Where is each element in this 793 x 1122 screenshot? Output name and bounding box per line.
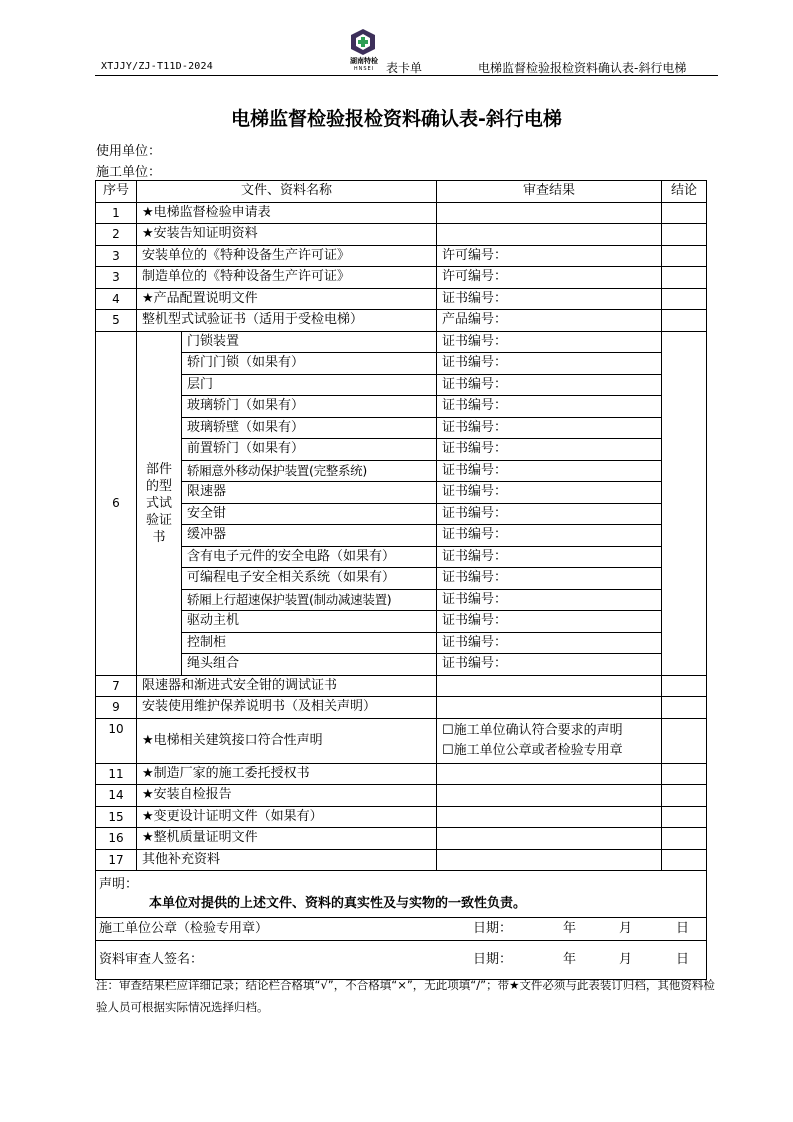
row-seq: 2	[96, 224, 137, 246]
year-label: 年	[563, 921, 577, 936]
row-conclusion-cell[interactable]	[662, 718, 707, 763]
row-review-cell[interactable]: 证书编号：	[437, 525, 662, 547]
company-logo-icon	[348, 28, 378, 56]
month-label: 月	[619, 952, 633, 967]
row-review-cell[interactable]	[437, 849, 662, 871]
table-row	[96, 353, 707, 375]
table-row	[96, 288, 707, 310]
day-label: 日	[676, 921, 690, 936]
seal-cell[interactable]	[96, 918, 707, 941]
row-review-cell[interactable]	[437, 675, 662, 697]
component-name: 可编程电子安全相关系统（如果有）	[182, 568, 437, 590]
page-title: 电梯监督检验报检资料确认表-斜行电梯	[231, 108, 562, 130]
component-name: 含有电子元件的安全电路（如果有）	[182, 546, 437, 568]
component-name: 缓冲器	[182, 525, 437, 547]
table-row	[96, 546, 707, 568]
row-seq: 15	[96, 806, 137, 828]
component-name: 控制柜	[182, 632, 437, 654]
row-review-cell[interactable]: 证书编号：	[437, 482, 662, 504]
row-review-cell[interactable]: 证书编号：	[437, 331, 662, 353]
table-row	[96, 697, 707, 719]
table-row	[96, 828, 707, 850]
table-row	[96, 525, 707, 547]
component-name: 限速器	[182, 482, 437, 504]
row-seq: 16	[96, 828, 137, 850]
row-doc-name: 制造单位的《特种设备生产许可证》	[137, 267, 437, 289]
table-row	[96, 267, 707, 289]
row-seq: 11	[96, 763, 137, 785]
table-row	[96, 785, 707, 807]
row-conclusion-cell[interactable]	[662, 310, 707, 332]
date-label: 日期：	[473, 952, 513, 967]
row-doc-name: 安装使用维护保养说明书（及相关声明）	[137, 697, 437, 719]
component-name: 安全钳	[182, 503, 437, 525]
checkbox-option-declaration[interactable]: ☐施工单位确认符合要求的声明	[442, 722, 623, 738]
table-row	[96, 849, 707, 871]
group-label: 部件的型式试验证书	[137, 331, 182, 675]
row-seq: 3	[96, 267, 137, 289]
component-name: 门锁装置	[182, 331, 437, 353]
row-doc-name: ★安装自检报告	[137, 785, 437, 807]
component-name: 驱动主机	[182, 611, 437, 633]
table-row	[96, 374, 707, 396]
footnote: 注：审查结果栏应详细记录；结论栏合格填“√”，不合格填“×”，无此项填“/”；带★文件必须与此表装订归档，其他资料检验人员可根据实际情况选择归档。	[96, 978, 715, 1014]
table-row	[96, 763, 707, 785]
table-row	[96, 718, 707, 763]
row-seq: 14	[96, 785, 137, 807]
header-review: 审查结果	[437, 181, 662, 203]
table-row	[96, 568, 707, 590]
form-type-label: 表卡单	[386, 61, 423, 75]
table-row	[96, 202, 707, 224]
row-review-cell[interactable]: 许可编号：	[437, 245, 662, 267]
row-conclusion-cell[interactable]	[662, 697, 707, 719]
row-review-cell[interactable]: 证书编号：	[437, 374, 662, 396]
row-review-cell[interactable]: 证书编号：	[437, 611, 662, 633]
row-conclusion-cell[interactable]	[662, 675, 707, 697]
table-row	[96, 439, 707, 461]
row-review-cell[interactable]: 证书编号：	[437, 654, 662, 676]
document-code: XTJJY/ZJ-T11D-2024	[101, 61, 213, 72]
row-review-cell[interactable]	[437, 697, 662, 719]
component-name: 前置轿门（如果有）	[182, 439, 437, 461]
row-review-cell[interactable]: 产品编号：	[437, 310, 662, 332]
row-conclusion-cell[interactable]	[662, 267, 707, 289]
seal-label: 施工单位公章（检验专用章）	[99, 921, 269, 936]
year-label: 年	[563, 952, 577, 967]
row-review-cell[interactable]	[437, 202, 662, 224]
row-review-cell[interactable]: 证书编号：	[437, 503, 662, 525]
row-doc-name: ★产品配置说明文件	[137, 288, 437, 310]
row-review-cell[interactable]: 证书编号：	[437, 589, 662, 611]
header-seq: 序号	[96, 181, 137, 203]
header-divider	[95, 75, 718, 76]
row-doc-name: ★整机质量证明文件	[137, 828, 437, 850]
row-seq: 4	[96, 288, 137, 310]
declaration-row	[96, 871, 707, 918]
row-doc-name: ★安装告知证明资料	[137, 224, 437, 246]
row-conclusion-cell[interactable]	[662, 806, 707, 828]
component-name: 玻璃轿壁（如果有）	[182, 417, 437, 439]
day-label: 日	[676, 952, 690, 967]
table-row	[96, 417, 707, 439]
declaration-body: 本单位对提供的上述文件、资料的真实性及与实物的一致性负责。	[149, 896, 527, 911]
header-name: 文件、资料名称	[137, 181, 437, 203]
row-seq: 10	[96, 718, 137, 763]
component-name: 玻璃轿门（如果有）	[182, 396, 437, 418]
reviewer-signature-label: 资料审查人签名：	[99, 952, 204, 967]
row-doc-name: 限速器和渐进式安全钳的调试证书	[137, 675, 437, 697]
table-row	[96, 331, 707, 353]
row-seq: 17	[96, 849, 137, 871]
row-conclusion-cell[interactable]	[662, 763, 707, 785]
user-unit-label: 使用单位：	[96, 144, 162, 159]
row-review-cell[interactable]: 证书编号：	[437, 568, 662, 590]
row-review-checklist[interactable]	[437, 718, 662, 763]
row-seq: 9	[96, 697, 137, 719]
row-conclusion-cell[interactable]	[662, 785, 707, 807]
component-name: 层门	[182, 374, 437, 396]
table-row	[96, 245, 707, 267]
row-review-cell[interactable]	[437, 828, 662, 850]
table-row	[96, 632, 707, 654]
group-conclusion-cell[interactable]	[662, 331, 707, 675]
checkbox-option-seal[interactable]: ☐施工单位公章或者检验专用章	[442, 742, 623, 758]
row-review-cell[interactable]	[437, 806, 662, 828]
row-review-cell[interactable]	[437, 785, 662, 807]
declaration-label: 声明：	[99, 877, 139, 892]
row-conclusion-cell[interactable]	[662, 288, 707, 310]
table-row	[96, 460, 707, 482]
table-row	[96, 675, 707, 697]
component-name: 绳头组合	[182, 654, 437, 676]
row-conclusion-cell[interactable]	[662, 202, 707, 224]
row-review-cell[interactable]: 证书编号：	[437, 439, 662, 461]
table-row	[96, 503, 707, 525]
row-review-cell[interactable]: 证书编号：	[437, 353, 662, 375]
table-row	[96, 589, 707, 611]
row-doc-name: 整机型式试验证书（适用于受检电梯）	[137, 310, 437, 332]
group-seq: 6	[96, 331, 137, 675]
table-row	[96, 310, 707, 332]
row-seq: 5	[96, 310, 137, 332]
row-review-cell[interactable]: 证书编号：	[437, 288, 662, 310]
row-doc-name: ★制造厂家的施工委托授权书	[137, 763, 437, 785]
row-review-cell[interactable]: 证书编号：	[437, 632, 662, 654]
component-name: 轿厢上行超速保护装置(制动减速装置)	[182, 589, 437, 611]
row-review-cell[interactable]: 证书编号：	[437, 546, 662, 568]
table-row	[96, 482, 707, 504]
table-row	[96, 806, 707, 828]
row-review-cell[interactable]: 证书编号：	[437, 460, 662, 482]
row-review-cell[interactable]: 证书编号：	[437, 417, 662, 439]
row-review-cell[interactable]	[437, 763, 662, 785]
header-conclusion: 结论	[662, 181, 707, 203]
construction-unit-label: 施工单位：	[96, 165, 162, 180]
row-seq: 3	[96, 245, 137, 267]
row-doc-name: ★电梯相关建筑接口符合性声明	[137, 718, 437, 763]
header-doc-name: 电梯监督检验报检资料确认表-斜行电梯	[478, 61, 687, 75]
month-label: 月	[619, 921, 633, 936]
row-seq: 7	[96, 675, 137, 697]
row-conclusion-cell[interactable]	[662, 828, 707, 850]
component-name: 轿门门锁（如果有）	[182, 353, 437, 375]
row-doc-name: 其他补充资料	[137, 849, 437, 871]
row-conclusion-cell[interactable]	[662, 245, 707, 267]
table-row	[96, 654, 707, 676]
document-checklist-table	[95, 180, 707, 980]
signature-row	[96, 918, 707, 941]
row-review-cell[interactable]: 证书编号：	[437, 396, 662, 418]
date-label: 日期：	[473, 921, 513, 936]
declaration-cell	[96, 871, 707, 918]
row-doc-name: ★电梯监督检验申请表	[137, 202, 437, 224]
table-header-row	[96, 181, 707, 203]
table-row	[96, 611, 707, 633]
component-name: 轿厢意外移动保护装置(完整系统)	[182, 460, 437, 482]
row-doc-name: 安装单位的《特种设备生产许可证》	[137, 245, 437, 267]
row-review-cell[interactable]	[437, 224, 662, 246]
row-doc-name: ★变更设计证明文件（如果有）	[137, 806, 437, 828]
row-review-cell[interactable]: 许可编号：	[437, 267, 662, 289]
row-seq: 1	[96, 202, 137, 224]
table-row	[96, 396, 707, 418]
row-conclusion-cell[interactable]	[662, 224, 707, 246]
table-row	[96, 224, 707, 246]
logo-text: 湖南特检 HNSEI	[350, 57, 378, 72]
row-conclusion-cell[interactable]	[662, 849, 707, 871]
